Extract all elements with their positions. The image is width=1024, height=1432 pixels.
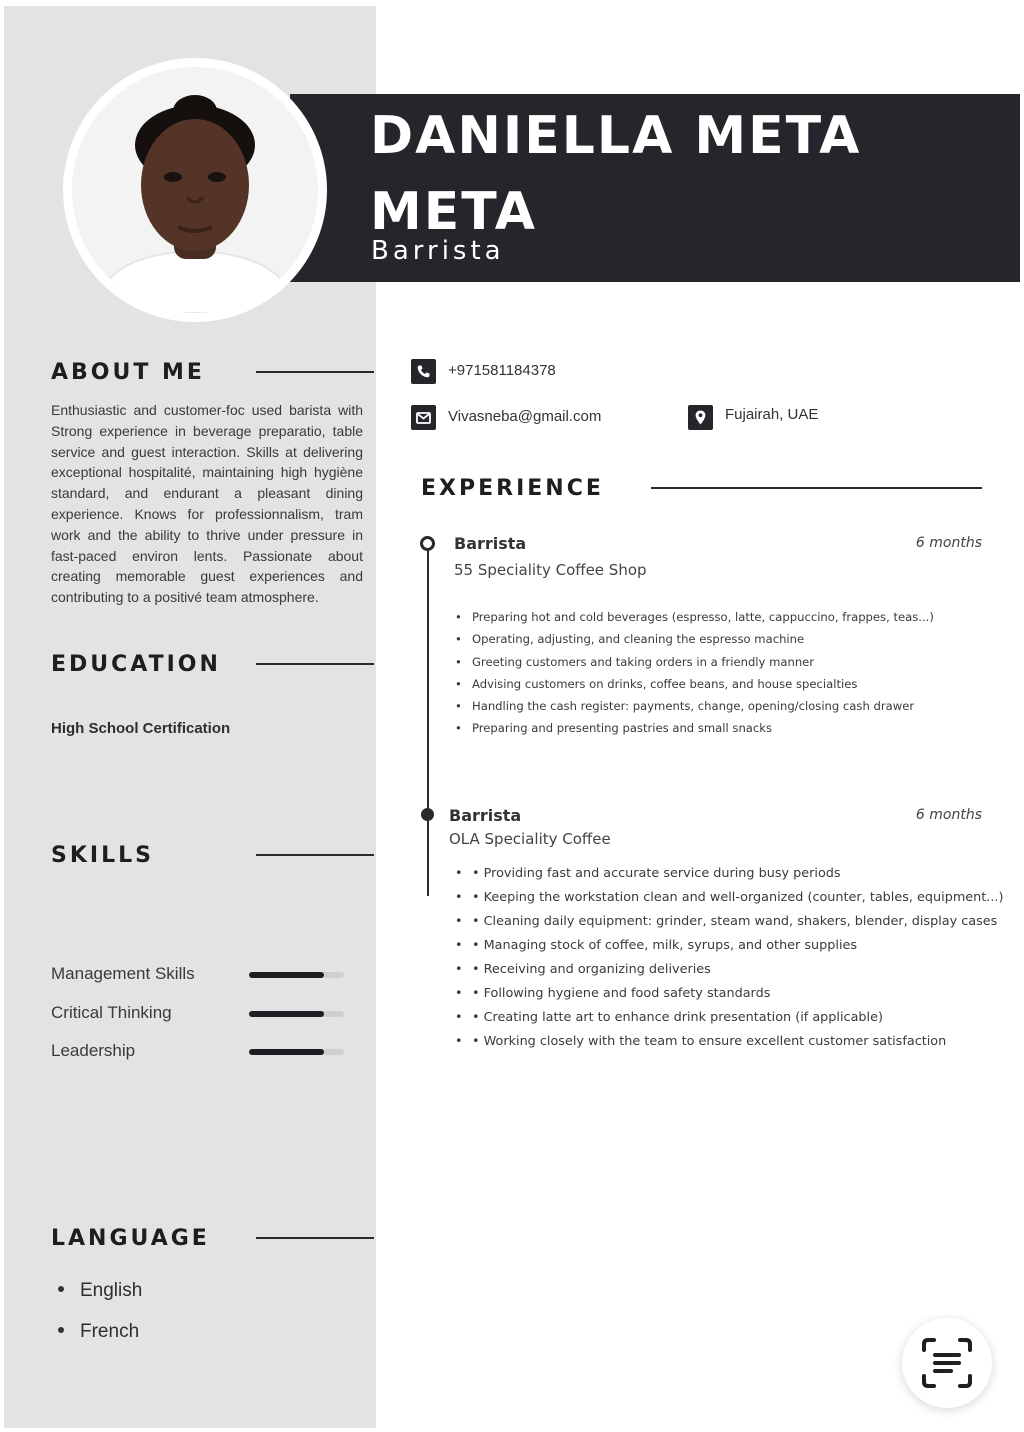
skill-label: Management Skills [51, 964, 195, 983]
education-divider [256, 663, 374, 665]
language-label: French [80, 1321, 140, 1342]
about-divider [256, 371, 374, 373]
language-divider [256, 1237, 374, 1239]
phone-icon [411, 359, 436, 384]
skill-level-bar [249, 1011, 344, 1017]
skills-divider [256, 854, 374, 856]
timeline-line [427, 548, 429, 896]
skill-level-fill [249, 972, 324, 978]
duty-item: • • Keeping the workstation clean and well-organized (counter, tables, equipment...) [455, 886, 1004, 910]
duty-item: • • Managing stock of coffee, milk, syrups, and other supplies [455, 934, 1004, 958]
skill-level-bar [249, 1049, 344, 1055]
skill-label: Critical Thinking [51, 1003, 172, 1022]
duty-item: • Preparing and presenting pastries and small snacks [455, 717, 995, 739]
email-icon [411, 405, 436, 430]
skill-level-bar [249, 972, 344, 978]
bullet-icon [58, 1327, 64, 1333]
email-address[interactable]: Vivasneba@gmail.com [448, 408, 602, 425]
duty-item: • • Receiving and organizing deliveries [455, 958, 1004, 982]
skill-label: Leadership [51, 1041, 136, 1060]
person-portrait-icon [72, 67, 318, 313]
job-duties-list [455, 606, 995, 740]
duty-item: • • Working closely with the team to ensure excellent customer satisfaction [455, 1030, 1004, 1054]
duty-item: • Advising customers on drinks, coffee beans, and house specialties [455, 673, 995, 695]
language-heading: LANGUAGE [51, 1226, 210, 1251]
candidate-title: Barrista [371, 236, 505, 266]
duty-item: • Greeting customers and taking orders in a friendly manner [455, 651, 995, 673]
location-pin-icon [688, 405, 713, 430]
job-role: Barrista [454, 534, 527, 553]
skill-level-fill [249, 1011, 324, 1017]
timeline-marker [421, 808, 434, 821]
timeline-marker [420, 536, 435, 551]
language-item [58, 1321, 139, 1343]
experience-heading: EXPERIENCE [421, 476, 604, 501]
skill-level-fill [249, 1049, 324, 1055]
about-heading: ABOUT ME [51, 360, 205, 385]
text-scan-icon [902, 1318, 992, 1408]
duty-item: • • Creating latte art to enhance drink presentation (if applicable) [455, 1006, 1004, 1030]
job-duration: 6 months [915, 807, 982, 823]
duty-item: • Handling the cash register: payments, change, opening/closing cash drawer [455, 695, 995, 717]
job-duties-list [455, 862, 1004, 1054]
skills-heading: SKILLS [51, 843, 154, 868]
job-duration: 6 months [915, 535, 982, 551]
language-label: English [80, 1280, 143, 1301]
job-role: Barrista [449, 806, 522, 825]
duty-item: • • Cleaning daily equipment: grinder, steam wand, shakers, blender, display cases [455, 910, 1004, 934]
job-company: OLA Speciality Coffee [449, 830, 611, 848]
experience-divider [651, 487, 982, 489]
candidate-name: DANIELLA META META [370, 106, 862, 242]
duty-item: • • Providing fast and accurate service during busy periods [455, 862, 1004, 886]
duty-item: • • Following hygiene and food safety standards [455, 982, 1004, 1006]
education-item: High School Certification [51, 720, 231, 737]
education-heading: EDUCATION [51, 652, 221, 677]
location-text: Fujairah, UAE [725, 406, 819, 423]
language-item [58, 1280, 142, 1302]
duty-item: • Operating, adjusting, and cleaning the espresso machine [455, 628, 995, 650]
job-company: 55 Speciality Coffee Shop [454, 561, 647, 579]
scan-text-button[interactable] [902, 1318, 992, 1408]
about-text: Enthusiastic and customer-foc used barista with Strong experience in beverage preparatio, table service and guest interaction. Skills at delivering exceptional hospitalité, maintaining high hygiène standard, and endurant a pleasant dining experience. Knows for professionnalism, tram work and the ability to thrive under pressure in fast-paced environ lents. Passionate about creating memorable guest experiences and contributing to a positivé team atmosphere. [51, 402, 363, 606]
bullet-icon [58, 1286, 64, 1292]
profile-photo [72, 67, 318, 313]
duty-item: • Preparing hot and cold beverages (espresso, latte, cappuccino, frappes, teas...) [455, 606, 995, 628]
phone-number[interactable]: +971581184378 [448, 362, 556, 379]
